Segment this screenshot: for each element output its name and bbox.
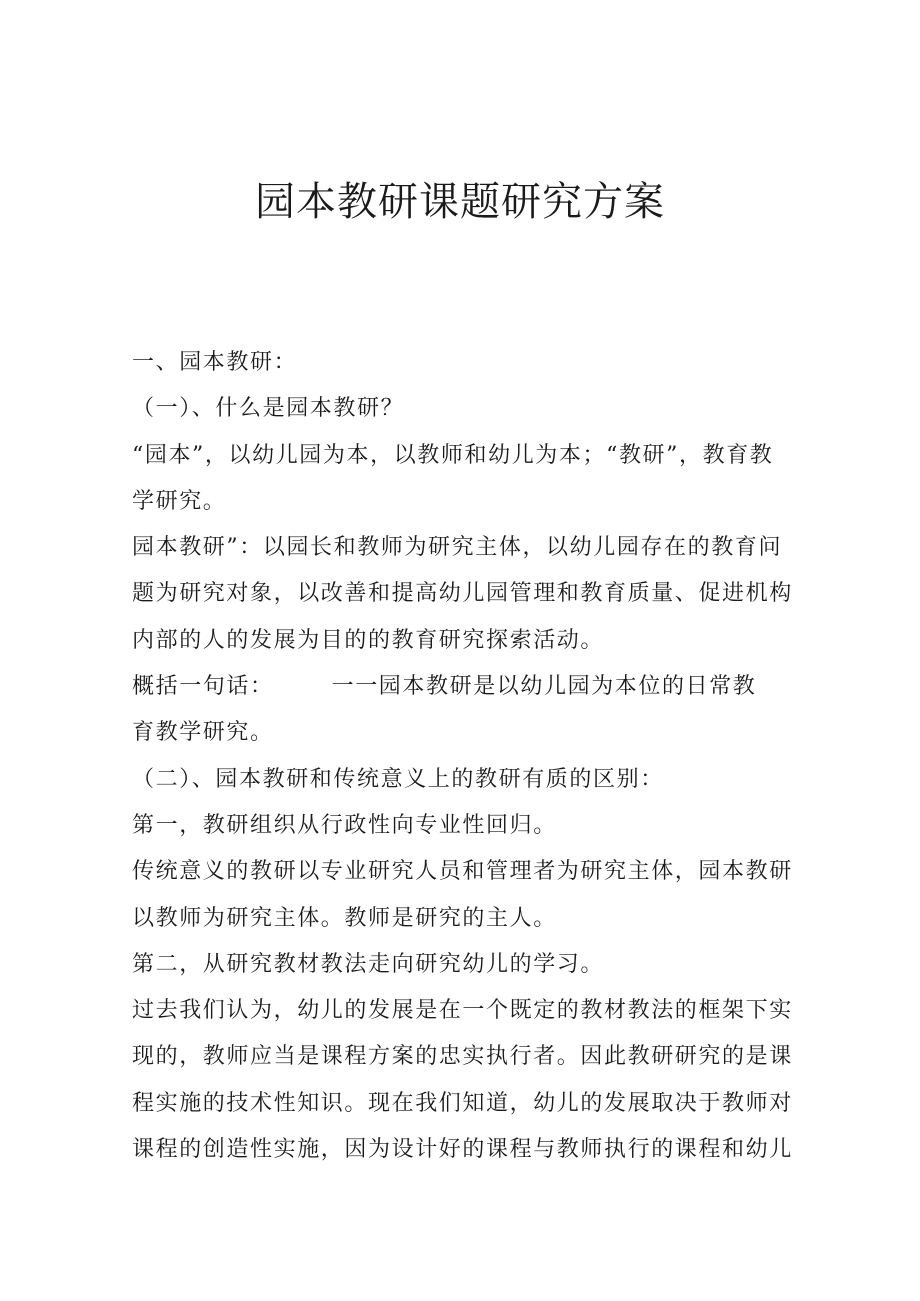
summary-text: 一一园本教研是以幼儿园为本位的日常教 <box>331 674 757 700</box>
subsection-heading: （一）、什么是园本教研？ <box>132 396 405 422</box>
summary-label: 概括一句话： <box>132 674 274 700</box>
paragraph: “园本”，以幼儿园为本，以教师和幼儿为本；“教研”，教育教学研究。 <box>132 442 774 514</box>
point-heading: 第二，从研究教材教法走向研究幼儿的学习。 <box>132 951 605 977</box>
paragraph: 过去我们认为，幼儿的发展是在一个既定的教材教法的框架下实现的，教师应当是课程方案的忠实执行者。因此教研研究的是课程实施的技术性知识。现在我们知道，幼儿的发展取决于教师对课程的创造性实施，因为设计好的课程与教师执行的课程和幼儿 <box>132 998 793 1163</box>
point-heading: 第一，教研组织从行政性向专业性回归。 <box>132 812 557 838</box>
paragraph: 传统意义的教研以专业研究人员和管理者为研究主体，园本教研以教师为研究主体。教师是研究的主人。 <box>132 859 793 931</box>
paragraph: 育教学研究。 <box>132 720 274 746</box>
summary-line <box>132 664 794 710</box>
document-title: 园本教研课题研究方案 <box>255 179 665 225</box>
paragraph: 园本教研”：以园长和教师为研究主体，以幼儿园存在的教育问题为研究对象，以改善和提高幼儿园管理和教育质量、促进机构内部的人的发展为目的的教育研究探索活动。 <box>132 535 793 653</box>
section-heading: 一、园本教研： <box>132 350 298 375</box>
subsection-heading: （二）、园本教研和传统意义上的教研有质的区别： <box>132 766 664 792</box>
document-body <box>132 340 794 1173</box>
